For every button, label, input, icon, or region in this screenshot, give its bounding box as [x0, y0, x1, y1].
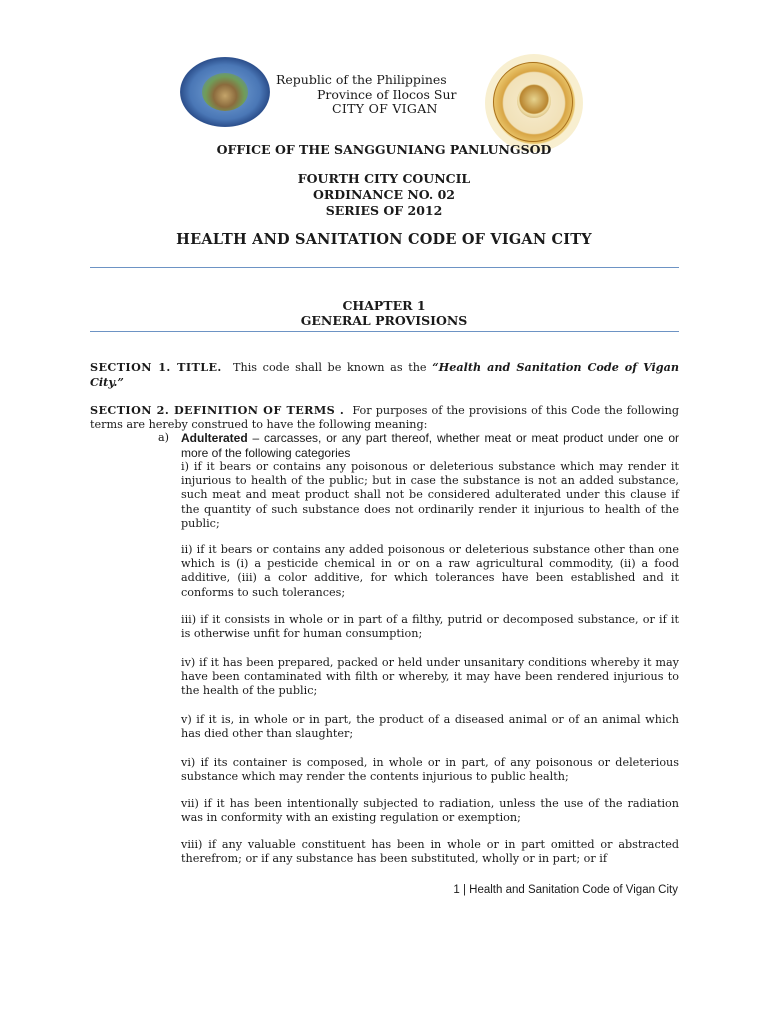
office-heading: OFFICE OF THE SANGGUNIANG PANLUNGSOD: [216, 142, 552, 157]
section-1: [90, 360, 679, 390]
city-of-vigan-seal: [180, 57, 270, 127]
chapter-number: CHAPTER 1: [342, 298, 426, 313]
clause-item: iv) if it has been prepared, packed or held under unsanitary conditions whereby it may have been contaminated with filth or whereby, it may have been rendered injurious to the health of the public;: [181, 656, 679, 698]
page-footer: 1 | Health and Sanitation Code of Vigan City: [453, 884, 678, 896]
term-definition: – carcasses, or any part thereof, whether meat or meat product under one or more of the following categories: [181, 431, 679, 461]
clause-item: ii) if it bears or contains any added poisonous or deleterious substance other than one which is (i) a pesticide chemical in or on a raw agricultural commodity, (ii) a food additive, (iii) a color additive, for which tolerances have been established and it conforms to such tolerances;: [181, 543, 679, 599]
sangguniang-panlungsod-seal: [485, 54, 583, 152]
section-1-text: This code shall be known as the: [233, 361, 427, 374]
term-marker: a): [158, 431, 170, 444]
section-1-heading: SECTION 1. TITLE.: [90, 360, 222, 374]
term-label: Adulterated: [181, 431, 248, 445]
clause-item: vii) if it has been intentionally subjected to radiation, unless the use of the radiation was in conformity with an existing regulation or exemption;: [181, 797, 679, 825]
clause-item: i) if it bears or contains any poisonous or deleterious substance which may render it injurious to health of the public; but in case the substance is not an added substance, such meat and meat product shall not be considered adulterated under this clause if the quantity of such substance does not ordinarily render it injurious to health of the public;: [181, 460, 679, 530]
section-1-quoted-title: “Health and Sanitation Code of Vigan City.”: [90, 360, 680, 390]
section-2-text: For purposes of the provisions of this Code the following terms are hereby construed to have the following meaning:: [90, 404, 679, 432]
clause-item: v) if it is, in whole or in part, the product of a diseased animal or of an animal which has died other than slaughter;: [181, 713, 679, 741]
seal-emblem: [202, 73, 248, 111]
series-year: SERIES OF 2012: [325, 203, 443, 218]
city-line: CITY OF VIGAN: [332, 101, 438, 116]
clause-item: vi) if its container is composed, in whole or in part, of any poisonous or deleterious substance which may render the contents injurious to public health;: [181, 756, 679, 784]
divider: [90, 267, 679, 268]
clause-item: viii) if any valuable constituent has been in whole or in part omitted or abstracted therefrom; or if any substance has been substituted, wholly or in part; or if: [181, 838, 679, 866]
clause-item: iii) if it consists in whole or in part of a filthy, putrid or decomposed substance, or if it is otherwise unfit for human consumption;: [181, 613, 679, 641]
section-2: [90, 403, 679, 432]
term-adulterated: [181, 431, 679, 461]
chapter-name: GENERAL PROVISIONS: [300, 313, 468, 328]
document-title: HEALTH AND SANITATION CODE OF VIGAN CITY: [176, 231, 592, 248]
republic-line: Republic of the Philippines: [276, 72, 447, 87]
ordinance-number: ORDINANCE NO. 02: [312, 187, 456, 202]
province-line: Province of Ilocos Sur: [317, 87, 457, 102]
section-2-heading: SECTION 2. DEFINITION OF TERMS .: [90, 403, 345, 417]
council-heading: FOURTH CITY COUNCIL: [297, 171, 471, 186]
seal-emblem: [517, 84, 551, 118]
divider: [90, 331, 679, 332]
